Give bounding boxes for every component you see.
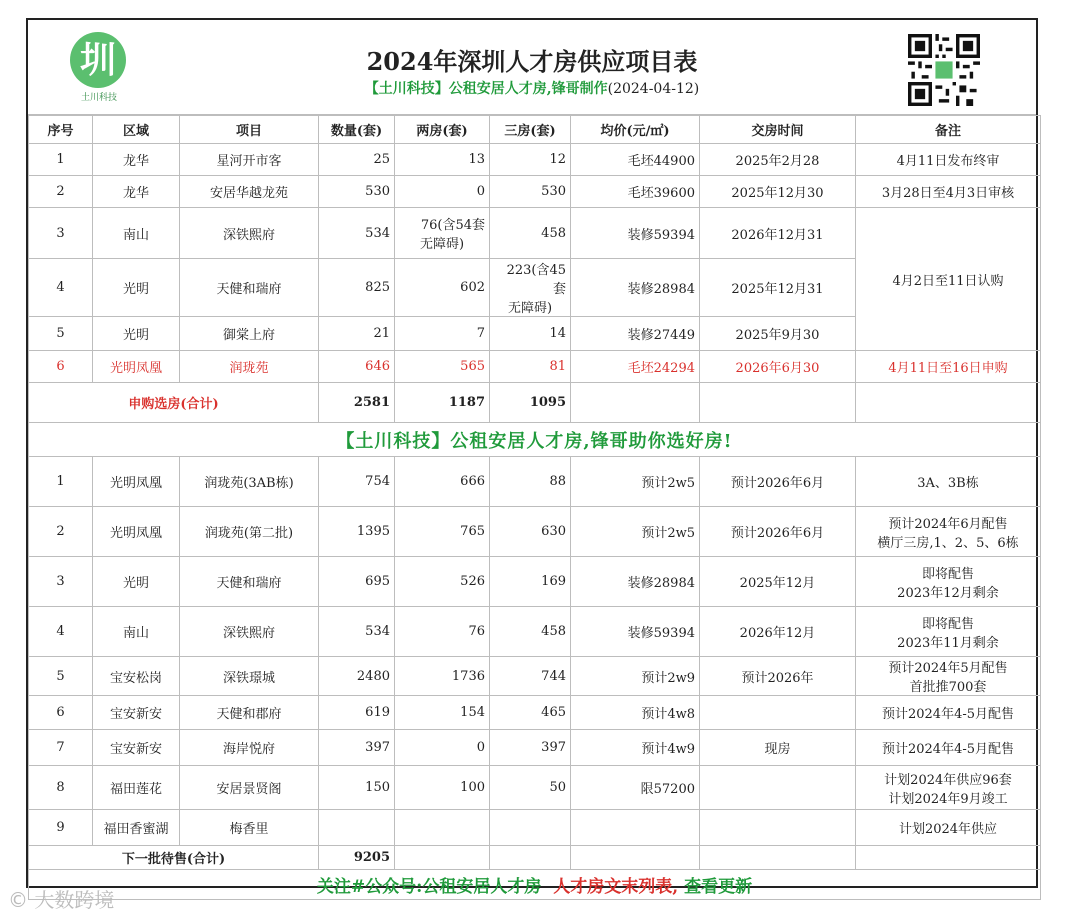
footer-row bbox=[29, 870, 1041, 900]
row-project: 安居华越龙苑 bbox=[180, 176, 319, 208]
sheet-header bbox=[28, 20, 1036, 115]
row-note: 预计2024年4-5月配售 bbox=[856, 696, 1041, 730]
row-area: 南山 bbox=[93, 208, 180, 259]
row-delivery: 2025年12月30 bbox=[700, 176, 856, 208]
row-note bbox=[856, 457, 1041, 507]
row-no: 4 bbox=[29, 259, 93, 317]
row-three-bed: 169 bbox=[490, 557, 571, 607]
row-area: 福田香蜜湖 bbox=[93, 810, 180, 846]
row-no: 2 bbox=[29, 507, 93, 557]
row-three-bed: 12 bbox=[490, 144, 571, 176]
table-row bbox=[29, 730, 1041, 766]
row-no: 6 bbox=[29, 351, 93, 383]
row-note: 3月28日至4月3日审核 bbox=[856, 176, 1041, 208]
section1-total-qty: 2581 bbox=[319, 383, 395, 423]
row-price: 毛坯39600 bbox=[571, 176, 700, 208]
empty-cell bbox=[395, 846, 490, 870]
table-row bbox=[29, 557, 1041, 607]
row-qty: 534 bbox=[319, 607, 395, 657]
col-header-area: 区域 bbox=[93, 116, 180, 144]
row-area: 光明凤凰 bbox=[93, 457, 180, 507]
page-subtitle bbox=[28, 78, 1036, 98]
row-project: 天健和瑞府 bbox=[180, 259, 319, 317]
row-three-bed: 465 bbox=[490, 696, 571, 730]
row-two-bed: 526 bbox=[395, 557, 490, 607]
row-area: 龙华 bbox=[93, 144, 180, 176]
table-row bbox=[29, 696, 1041, 730]
row-two-bed: 13 bbox=[395, 144, 490, 176]
table-row bbox=[29, 144, 1041, 176]
row-project: 御棠上府 bbox=[180, 317, 319, 351]
row-qty: 619 bbox=[319, 696, 395, 730]
row-price: 限57200 bbox=[571, 766, 700, 810]
row-price: 装修27449 bbox=[571, 317, 700, 351]
row-area: 福田莲花 bbox=[93, 766, 180, 810]
row-three-bed: 14 bbox=[490, 317, 571, 351]
subtitle-date: (2024-04-12) bbox=[607, 81, 700, 97]
row-delivery: 2025年12月31 bbox=[700, 259, 856, 317]
row-project: 润珑苑(第二批) bbox=[180, 507, 319, 557]
table-row bbox=[29, 176, 1041, 208]
row-no: 1 bbox=[29, 144, 93, 176]
row-area: 光明 bbox=[93, 557, 180, 607]
note-line2: 横厅三房,1、2、5、6栋 bbox=[877, 535, 1019, 551]
row-no: 7 bbox=[29, 730, 93, 766]
row-two-bed: 765 bbox=[395, 507, 490, 557]
row-delivery: 预计2026年 bbox=[700, 657, 856, 696]
subtitle-brand: 【土川科技】公租安居人才房,锋哥制作 bbox=[364, 81, 608, 97]
col-header-three-bed: 三房(套) bbox=[490, 116, 571, 144]
row-two-bed bbox=[395, 810, 490, 846]
row-no: 1 bbox=[29, 457, 93, 507]
row-price: 毛坯24294 bbox=[571, 351, 700, 383]
two-bed-line2: 无障碍) bbox=[419, 237, 465, 252]
section2-total-qty: 9205 bbox=[319, 846, 395, 870]
row-price: 预计4w8 bbox=[571, 696, 700, 730]
row-two-bed bbox=[395, 208, 490, 259]
row-area: 宝安新安 bbox=[93, 696, 180, 730]
row-project: 深铁熙府 bbox=[180, 607, 319, 657]
col-header-price: 均价(元/㎡) bbox=[571, 116, 700, 144]
row-qty: 530 bbox=[319, 176, 395, 208]
row-area: 光明凤凰 bbox=[93, 507, 180, 557]
table-header-row bbox=[29, 116, 1041, 144]
row-qty: 1395 bbox=[319, 507, 395, 557]
row-no: 3 bbox=[29, 208, 93, 259]
row-delivery: 2025年2月28 bbox=[700, 144, 856, 176]
row-delivery: 2026年12月 bbox=[700, 607, 856, 657]
row-two-bed: 154 bbox=[395, 696, 490, 730]
row-delivery: 预计2026年6月 bbox=[700, 457, 856, 507]
row-area: 宝安新安 bbox=[93, 730, 180, 766]
row-two-bed: 0 bbox=[395, 176, 490, 208]
supply-table bbox=[28, 115, 1041, 900]
table-row bbox=[29, 457, 1041, 507]
row-area: 光明 bbox=[93, 317, 180, 351]
row-note: 计划2024年供应 bbox=[856, 810, 1041, 846]
note-line2: 2023年12月剩余 bbox=[897, 585, 999, 601]
brand-logo: 圳 bbox=[70, 32, 126, 88]
three-bed-line2: 无障碍) bbox=[507, 301, 553, 316]
note-line2: 计划2024年9月竣工 bbox=[888, 791, 1008, 807]
two-bed-line1: 76(含54套 bbox=[420, 218, 485, 233]
note-line2: 首批推700套 bbox=[909, 680, 987, 695]
row-no: 5 bbox=[29, 317, 93, 351]
row-no: 5 bbox=[29, 657, 93, 696]
col-header-no: 序号 bbox=[29, 116, 93, 144]
row-area: 光明 bbox=[93, 259, 180, 317]
col-header-two-bed: 两房(套) bbox=[395, 116, 490, 144]
section1-total-three-bed: 1095 bbox=[490, 383, 571, 423]
note-line1: 预计2024年6月配售 bbox=[888, 516, 1008, 532]
col-header-project: 项目 bbox=[180, 116, 319, 144]
brand-logo-caption: 土川科技 bbox=[80, 93, 117, 103]
note-line1: 预计2024年5月配售 bbox=[888, 661, 1008, 676]
row-two-bed: 100 bbox=[395, 766, 490, 810]
row-area: 光明凤凰 bbox=[93, 351, 180, 383]
row-project: 安居景贤阁 bbox=[180, 766, 319, 810]
empty-cell bbox=[490, 846, 571, 870]
row-note bbox=[856, 766, 1041, 810]
merged-note: 4月2日至11日认购 bbox=[856, 208, 1041, 351]
footer-list-text: 人才房文末列表, bbox=[553, 877, 679, 897]
row-three-bed bbox=[490, 259, 571, 317]
qr-code-icon bbox=[908, 34, 980, 106]
page-title: 2024年深圳人才房供应项目表 bbox=[366, 47, 698, 76]
row-no: 6 bbox=[29, 696, 93, 730]
row-qty: 25 bbox=[319, 144, 395, 176]
row-qty: 150 bbox=[319, 766, 395, 810]
row-delivery bbox=[700, 810, 856, 846]
col-header-qty: 数量(套) bbox=[319, 116, 395, 144]
row-project: 梅香里 bbox=[180, 810, 319, 846]
row-price: 毛坯44900 bbox=[571, 144, 700, 176]
row-qty: 534 bbox=[319, 208, 395, 259]
housing-supply-sheet bbox=[26, 18, 1038, 897]
row-three-bed: 458 bbox=[490, 607, 571, 657]
section1-total-label: 申购选房(合计) bbox=[29, 383, 319, 423]
row-qty: 754 bbox=[319, 457, 395, 507]
table-row bbox=[29, 607, 1041, 657]
note-line2: 2023年11月剩余 bbox=[897, 635, 999, 651]
section2-total-row bbox=[29, 846, 1041, 870]
row-qty: 21 bbox=[319, 317, 395, 351]
footer-notice bbox=[29, 870, 1041, 900]
section2-total-label: 下一批待售(合计) bbox=[29, 846, 319, 870]
footer-update-text: 查看更新 bbox=[684, 877, 753, 897]
row-note bbox=[856, 507, 1041, 557]
row-note: 预计2024年4-5月配售 bbox=[856, 730, 1041, 766]
row-project: 深铁璟城 bbox=[180, 657, 319, 696]
note-line1: 3A、3B栋 bbox=[917, 476, 979, 491]
row-three-bed: 397 bbox=[490, 730, 571, 766]
row-three-bed bbox=[490, 810, 571, 846]
row-project: 海岸悦府 bbox=[180, 730, 319, 766]
row-delivery: 2026年12月31 bbox=[700, 208, 856, 259]
banner-row bbox=[29, 423, 1041, 457]
row-qty bbox=[319, 810, 395, 846]
row-note: 4月11日发布终审 bbox=[856, 144, 1041, 176]
row-two-bed: 0 bbox=[395, 730, 490, 766]
row-project: 天健和郡府 bbox=[180, 696, 319, 730]
row-delivery: 2026年6月30 bbox=[700, 351, 856, 383]
row-project: 星河开市客 bbox=[180, 144, 319, 176]
row-three-bed: 81 bbox=[490, 351, 571, 383]
table-row bbox=[29, 657, 1041, 696]
row-delivery: 现房 bbox=[700, 730, 856, 766]
row-no: 3 bbox=[29, 557, 93, 607]
row-three-bed: 458 bbox=[490, 208, 571, 259]
three-bed-line1: 223(含45套 bbox=[506, 263, 566, 297]
row-qty: 695 bbox=[319, 557, 395, 607]
section1-total-row bbox=[29, 383, 1041, 423]
row-area: 南山 bbox=[93, 607, 180, 657]
row-two-bed: 7 bbox=[395, 317, 490, 351]
row-no: 4 bbox=[29, 607, 93, 657]
row-price: 预计2w5 bbox=[571, 507, 700, 557]
row-qty: 825 bbox=[319, 259, 395, 317]
row-qty: 2480 bbox=[319, 657, 395, 696]
note-line1: 计划2024年供应96套 bbox=[884, 772, 1012, 788]
watermark: © 大数跨境 bbox=[8, 888, 115, 912]
empty-cell bbox=[856, 383, 1041, 423]
row-three-bed: 530 bbox=[490, 176, 571, 208]
row-two-bed: 602 bbox=[395, 259, 490, 317]
table-row bbox=[29, 810, 1041, 846]
row-price: 装修59394 bbox=[571, 607, 700, 657]
table-row bbox=[29, 507, 1041, 557]
row-delivery: 预计2026年6月 bbox=[700, 507, 856, 557]
footer-follow-text: 关注#公众号:公租安居人才房 bbox=[316, 877, 542, 897]
empty-cell bbox=[571, 846, 700, 870]
row-note bbox=[856, 607, 1041, 657]
row-price bbox=[571, 810, 700, 846]
row-price: 装修28984 bbox=[571, 259, 700, 317]
row-two-bed: 565 bbox=[395, 351, 490, 383]
table-row bbox=[29, 208, 1041, 259]
row-no: 9 bbox=[29, 810, 93, 846]
table-row-highlight bbox=[29, 351, 1041, 383]
row-qty: 397 bbox=[319, 730, 395, 766]
row-three-bed: 88 bbox=[490, 457, 571, 507]
row-note bbox=[856, 657, 1041, 696]
row-price: 装修59394 bbox=[571, 208, 700, 259]
row-two-bed: 76 bbox=[395, 607, 490, 657]
row-no: 8 bbox=[29, 766, 93, 810]
row-note bbox=[856, 557, 1041, 607]
row-no: 2 bbox=[29, 176, 93, 208]
row-three-bed: 50 bbox=[490, 766, 571, 810]
row-delivery: 2025年12月 bbox=[700, 557, 856, 607]
row-area: 龙华 bbox=[93, 176, 180, 208]
row-area: 宝安松岗 bbox=[93, 657, 180, 696]
row-price: 预计2w9 bbox=[571, 657, 700, 696]
table-row bbox=[29, 766, 1041, 810]
row-two-bed: 666 bbox=[395, 457, 490, 507]
col-header-delivery: 交房时间 bbox=[700, 116, 856, 144]
row-qty: 646 bbox=[319, 351, 395, 383]
row-price: 预计2w5 bbox=[571, 457, 700, 507]
row-delivery bbox=[700, 766, 856, 810]
note-line1: 即将配售 bbox=[921, 566, 974, 582]
row-delivery: 2025年9月30 bbox=[700, 317, 856, 351]
row-project: 润珑苑 bbox=[180, 351, 319, 383]
row-delivery bbox=[700, 696, 856, 730]
note-line1: 即将配售 bbox=[921, 616, 974, 632]
row-two-bed: 1736 bbox=[395, 657, 490, 696]
empty-cell bbox=[856, 846, 1041, 870]
empty-cell bbox=[571, 383, 700, 423]
row-project: 润珑苑(3AB栋) bbox=[180, 457, 319, 507]
empty-cell bbox=[700, 383, 856, 423]
empty-cell bbox=[700, 846, 856, 870]
row-three-bed: 630 bbox=[490, 507, 571, 557]
row-price: 装修28984 bbox=[571, 557, 700, 607]
row-price: 预计4w9 bbox=[571, 730, 700, 766]
row-three-bed: 744 bbox=[490, 657, 571, 696]
promo-banner: 【土川科技】公租安居人才房,锋哥助你选好房! bbox=[29, 423, 1041, 457]
row-project: 天健和瑞府 bbox=[180, 557, 319, 607]
row-project: 深铁熙府 bbox=[180, 208, 319, 259]
row-note: 4月11日至16日申购 bbox=[856, 351, 1041, 383]
section1-total-two-bed: 1187 bbox=[395, 383, 490, 423]
col-header-note: 备注 bbox=[856, 116, 1041, 144]
